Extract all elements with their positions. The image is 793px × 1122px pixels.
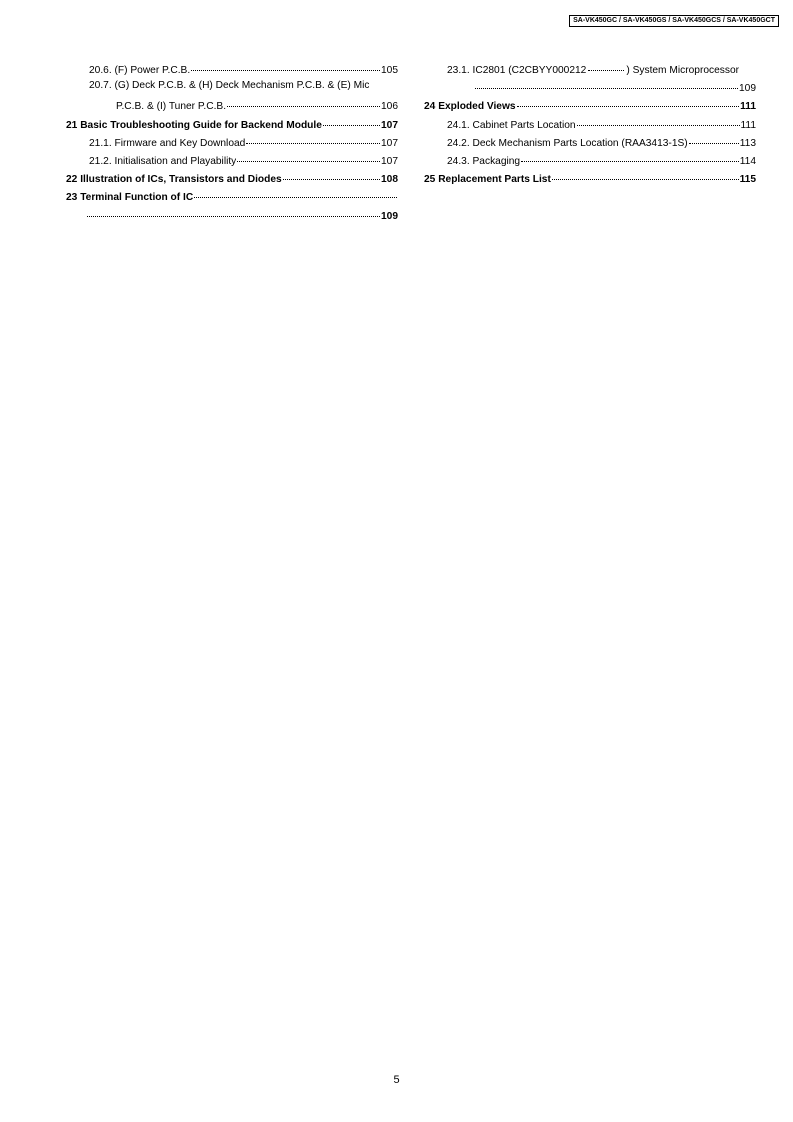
dot-leader bbox=[588, 60, 624, 71]
toc-number: 25 bbox=[424, 174, 436, 186]
toc-number: 23 bbox=[66, 192, 78, 204]
toc-entry-20-6[interactable] bbox=[66, 62, 398, 80]
dot-leader bbox=[577, 115, 740, 126]
toc-title-part-b: ) System Microprocessor bbox=[626, 65, 740, 76]
toc-number: 23.1. bbox=[447, 65, 470, 76]
dot-leader bbox=[237, 151, 380, 162]
dot-leader bbox=[191, 60, 380, 71]
toc-number: 21 bbox=[66, 119, 78, 131]
toc-page: 105 bbox=[381, 65, 398, 76]
toc-number: 24 bbox=[424, 101, 436, 113]
dot-leader bbox=[246, 133, 380, 144]
toc-title-part-a: IC2801 (C2CBYY000212 bbox=[472, 65, 587, 76]
dot-leader bbox=[475, 78, 738, 89]
dot-leader bbox=[323, 115, 380, 126]
toc-page: 107 bbox=[381, 119, 398, 131]
toc-title: Firmware and Key Download bbox=[114, 137, 246, 149]
dot-leader bbox=[689, 133, 739, 144]
toc-left-column bbox=[66, 62, 398, 226]
toc-number: 21.2. bbox=[89, 155, 112, 167]
toc-title-continued: P.C.B. & (I) Tuner P.C.B. bbox=[116, 101, 227, 113]
dot-leader bbox=[552, 169, 739, 180]
toc-page: 114 bbox=[739, 155, 756, 167]
dot-leader bbox=[87, 206, 380, 217]
toc-page: 109 bbox=[739, 83, 756, 95]
model-header: SA-VK450GC / SA-VK450GS / SA-VK450GCS / SA-VK450GCT bbox=[569, 15, 779, 27]
toc-entry-23-continued[interactable] bbox=[66, 208, 398, 226]
page-number: 5 bbox=[393, 1074, 400, 1086]
toc-number: 24.3. bbox=[447, 155, 470, 167]
toc-page: 109 bbox=[381, 210, 398, 222]
toc-number: 22 bbox=[66, 174, 78, 186]
toc-page: 107 bbox=[381, 137, 398, 149]
toc-number: 20.6. bbox=[89, 65, 112, 76]
dot-leader bbox=[283, 169, 380, 180]
toc-title: Replacement Parts List bbox=[438, 174, 551, 186]
toc-number: 24.1. bbox=[447, 119, 470, 131]
toc-title: Cabinet Parts Location bbox=[472, 119, 576, 131]
toc-title: Illustration of ICs, Transistors and Diodes bbox=[80, 174, 282, 186]
toc-page: 111 bbox=[740, 101, 756, 113]
toc-title: (G) Deck P.C.B. & (H) Deck Mechanism P.C.B. & (E) Mic bbox=[114, 80, 370, 92]
toc-title: Initialisation and Playability bbox=[114, 155, 237, 167]
toc-number: 21.1. bbox=[89, 137, 112, 149]
toc-title: Basic Troubleshooting Guide for Backend Module bbox=[80, 119, 322, 131]
toc-page: 106 bbox=[381, 101, 398, 113]
toc-page: 115 bbox=[739, 174, 756, 186]
toc-page: 108 bbox=[381, 174, 398, 186]
dot-leader bbox=[521, 151, 739, 162]
toc-title: (F) Power P.C.B. bbox=[114, 65, 191, 76]
toc-title: Terminal Function of IC bbox=[80, 192, 194, 204]
toc-page: 107 bbox=[381, 155, 398, 167]
toc-entry-25[interactable] bbox=[424, 171, 756, 189]
toc-page: 111 bbox=[740, 119, 756, 131]
toc-title: Packaging bbox=[472, 155, 521, 167]
toc-title: Deck Mechanism Parts Location (RAA3413-1S) bbox=[472, 137, 688, 149]
toc-number: 24.2. bbox=[447, 137, 470, 149]
toc-number: 20.7. bbox=[89, 80, 112, 92]
toc-right-column bbox=[424, 62, 756, 189]
dot-leader bbox=[227, 96, 380, 107]
dot-leader bbox=[517, 96, 740, 107]
toc-title: Exploded Views bbox=[438, 101, 516, 113]
dot-leader bbox=[194, 187, 397, 198]
toc-page: 113 bbox=[739, 137, 756, 149]
